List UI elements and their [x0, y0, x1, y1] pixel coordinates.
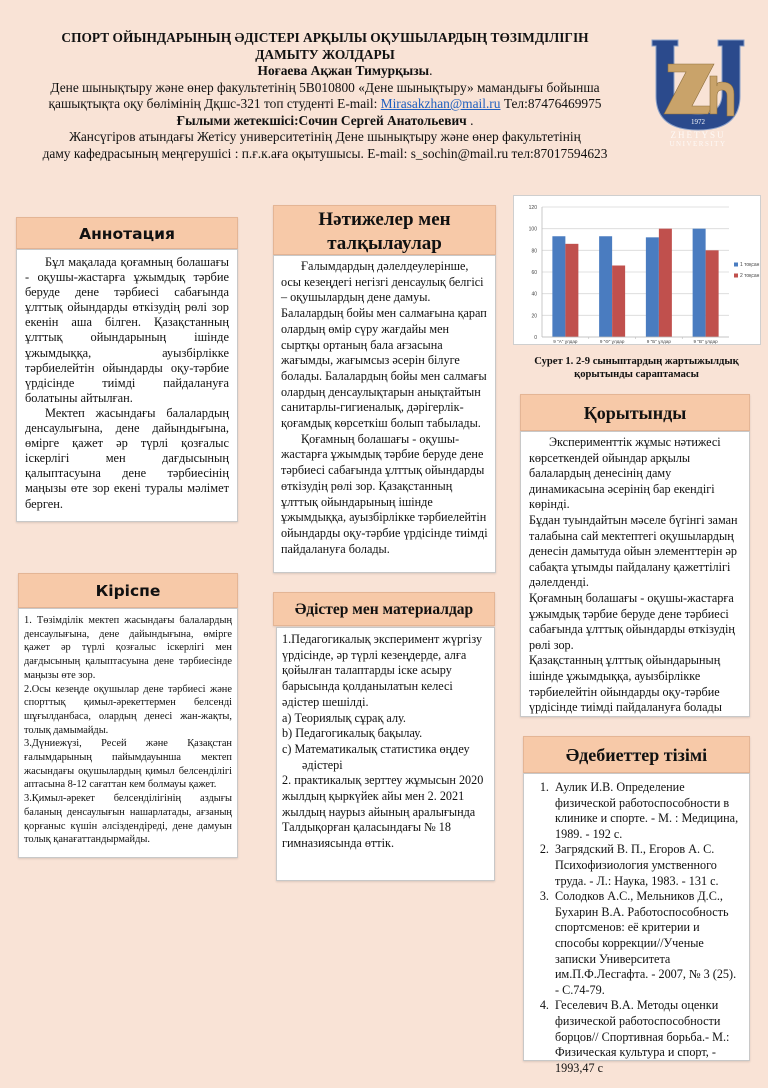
bar-1 [646, 237, 659, 337]
conclusion-paragraph: Бұдан туындайтын мәселе бүгінгі заман талабына сай мектептегі оқушылардың денесін дамытуда ойын элементтерін әр сабақта ұтымды пайдалану қажеттілігі дәлелденді. [529, 512, 738, 590]
supervisor-suffix: . [466, 112, 474, 128]
annotation-paragraph: Мектеп жасындағы балалардың денсаулығына, дене дайындығына, өмірге қажет әр түрлі қозғалыс іскерлігі мен дағдысының қалыптасуына дене тәрбиесінің маңызы өте зор екені туралы мәлімет берген. [25, 405, 229, 511]
supervisor-line-1: Жансүгіров атындағы Жетісу университетінің Дене шынықтыру және өнер факультетінің [69, 129, 581, 144]
introduction-item: 3.Қимыл-әрекет белсенділігінің аздығы баланың денсаулығын нашарлатады, ағзаның қорғаныс күшін әлсіздендіреді, дене дамуын толық қанағаттандырмайды. [24, 793, 232, 846]
y-tick-label: 0 [534, 335, 537, 341]
methods-title: Әдістер мен материалдар [294, 601, 474, 618]
conclusion-paragraph: Эксперименттік жұмыс нәтижесі көрсеткендей ойындар арқылы балалардың денесінің даму динамикасына әсерінің бар екендігі көрінді. [529, 435, 721, 512]
methods-subitem: a) Теориялық сұрақ алу. [282, 710, 406, 725]
conclusion-body [520, 431, 750, 717]
bar-2 [706, 250, 719, 337]
bar-2 [565, 244, 578, 337]
university-logo-icon [648, 36, 748, 146]
introduction-item: 1. Төзімділік мектеп жасындағы балалардың денсаулығына, дене дайындығына, өмірге қажет әр түрлі қозғалыс іскерлігі мен дағдысының қалыптасуына дене тәрбиесінде маңызы өте зор. [24, 615, 232, 681]
introduction-title: Кіріспе [95, 582, 161, 600]
author-name: Ноғаева Ақжан Тимурқызы [257, 63, 430, 78]
caption-line-1: Сурет 1. 2-9 сыныптардың жартыжылдық [534, 356, 739, 367]
conclusion-header [520, 394, 750, 431]
references-header [523, 736, 750, 773]
results-title-line-2: талқылаулар [327, 233, 442, 254]
reference-item: 2. Загрядский В. П., Егоров А. С. Психофизиология умственного труда. - Л.: Наука, 1983. - 131 с. [552, 842, 743, 889]
introduction-item: 3.Дүниежүзі, Ресей және Қазақстан ғалымдарының пайымдауынша мектеп жасындағы оқушылардың қимыл белсенділігі аптасына 8-12 сағаттан кем болмауы қажет. [24, 738, 232, 791]
results-title-line-1: Нәтижелер мен [318, 209, 451, 230]
supervisor-name: Ғылыми жетекшісі:Сочин Сергей Анатольевич [176, 112, 467, 128]
affiliation-line-2 [0, 96, 650, 113]
x-tick-label: 9 "В" ұлдар [693, 339, 718, 344]
legend-label: 2 тоқсан [740, 273, 760, 279]
y-tick-label: 120 [528, 205, 537, 211]
methods-body [276, 627, 495, 881]
bar-1 [552, 236, 565, 337]
y-tick-label: 60 [531, 270, 537, 276]
poster-header [0, 30, 650, 162]
annotation-title: Аннотация [79, 225, 175, 243]
annotation-body [16, 249, 238, 522]
reference-item: 3. Солодков А.С., Мельников Д.С., Бухарин В.А. Работоспособность спортсменов: её критерии и способы коррекции//Ученые записки Университета им.П.Ф.Лесгафта. - 2007, № 3 (25). - С.74-79. [552, 889, 743, 998]
annotation-header [16, 217, 238, 249]
reference-item: 4. Геселевич В.А. Методы оценки физической работоспособности борцов// Спортивная борьба.- М.: Физическая культура и спорт, - 1993,47 с [552, 998, 743, 1076]
methods-intro: 1.Педагогикалық эксперимент жүргізу үрдісінде, әр түрлі кезеңдерде, алға қойылған талаптарды іске асыру барысында қолданылатын келесі әдістер шешілді. [282, 632, 483, 709]
reference-item: 1. Аулик И.В. Определение физической работоспособности в клинике и спорте. - М. : Медицина, 1989. - 192 с. [552, 780, 743, 842]
author-suffix: . [429, 63, 433, 78]
introduction-body [18, 608, 238, 858]
author-phone: Тел:87476469975 [500, 96, 602, 111]
legend-label: 1 тоқсан [740, 262, 760, 268]
supervisor-line-2: даму кафедрасының меңгерушісі : п.ғ.к.аға оқытушысы. E-mail: s_sochin@mail.ru тел:87017594623 [42, 145, 608, 161]
bar-1 [693, 229, 706, 337]
bar-2 [612, 266, 625, 338]
conclusion-title: Қорытынды [583, 403, 687, 423]
references-list [530, 780, 743, 1076]
university-logo [648, 36, 748, 146]
methods-subitem: b) Педагогикалық бақылау. [282, 726, 423, 741]
results-paragraph: Ғалымдардың дәлелдеулерінше, осы кезеңдегі негізгі денсаулық белгісі – оқушылардың дене дамуы. Балалардың бойы мен салмағына қарап олардың өмір сүру жағдайы мен сыртқы ортаның бала ағзасына жағымды, жағымсыз әсерін білуге болады. Балалардың бойы мен салмағы олардың денсаулықтарын анықтайтын санитарлы-гигиеналық, дәрігерлік-қоғамдық көрсеткіш болып табылады. [281, 259, 487, 431]
x-tick-label: 9 "А" ұлдар [553, 339, 578, 344]
legend-swatch [734, 263, 738, 267]
bar-2 [659, 229, 672, 337]
legend-swatch [734, 274, 738, 278]
bar-chart-svg [514, 196, 760, 344]
references-body [523, 773, 750, 1075]
logo-name-line-2: UNIVERSITY [669, 140, 727, 146]
results-paragraph: Қоғамның болашағы - оқушы-жастарға ұжымдық тәрбие беруде дене тәрбиесі сабағында ұлттық ойындарды өткізудің рөлі зор. Қазақстанның ұлттық ойындарының ішінде ұжымдыққа, ауызбірлікке тәрбиелейтін ойындарды оқу-тәрбие үрдісінде тиімді пайдалануға болады. [281, 431, 488, 556]
bar-1 [599, 236, 612, 337]
logo-name-line-1: ZHETYSU [670, 130, 726, 140]
introduction-header [18, 573, 238, 608]
methods-sublist [282, 711, 489, 774]
results-header [273, 205, 496, 255]
conclusion-paragraph: Қоғамның болашағы - оқушы-жастарға ұжымдық тәрбие беруде дене тәрбиесі сабағында ұлттық ойындарды өткізудің рөлі зор. [529, 590, 735, 652]
title-line-1: СПОРТ ОЙЫНДАРЫНЫҢ ӘДІСТЕРІ АРҚЫЛЫ ОҚУШЫЛАРДЫҢ ТӨЗІМДІЛІГІН [61, 30, 589, 45]
chart-caption [505, 355, 768, 381]
introduction-item: 2.Осы кезеңде оқушылар дене тәрбиесі және спорттық қимыл-әрекеттермен белсенді шұғылданбаса, олардың денесі жан-жақты, толық дамымайды. [24, 683, 232, 736]
title-line-2: ДАМЫТУ ЖОЛДАРЫ [255, 46, 395, 62]
y-tick-label: 40 [531, 291, 537, 298]
y-tick-label: 100 [528, 226, 537, 233]
y-tick-label: 20 [531, 313, 537, 320]
author-email-link[interactable]: Mirasakzhan@mail.ru [380, 96, 501, 111]
logo-year: 1972 [691, 118, 705, 126]
conclusion-paragraph: Қазақстанның ұлттық ойындарының ішінде ұжымдыққа, ауызбірлікке тәрбиелейтін ойындарды оқу-тәрбие үрдісінде тиімді пайдалануға болады [529, 653, 722, 715]
x-tick-label: 9 "Б" ұлдар [646, 339, 671, 344]
results-body [273, 255, 496, 573]
caption-line-2: қорытынды сараптамасы [574, 369, 699, 380]
methods-header [273, 592, 495, 626]
annotation-paragraph: Бұл мақалада қоғамның болашағы - оқушы-жастарға ұжымдық тәрбие беруде дене тәрбиесі сабағында ұлттық ойындарды өткізудің рөлі зор екенін аша білген. Қазақстанның ұлттық ойындарының ішінде ұжымдыққа, ауызбірлікке тәрбиелейтін ойындарды оқу-тәрбие үрдісінде тиімді пайдалануға болатыны айтылған. [25, 255, 229, 405]
methods-subitem: c) Математикалық статистика өңдеу әдістері [282, 741, 470, 772]
y-tick-label: 80 [531, 248, 537, 255]
affiliation-prefix: қашықтықта оқу бөлімінің Дқшс-321 топ студенті E-mail: [48, 96, 381, 111]
affiliation-line-1: Дене шынықтыру және өнер факультетінің 5В010800 «Дене шынықтыру» мамандығы бойынша [50, 79, 600, 95]
poster-title [0, 30, 650, 63]
references-title: Әдебиеттер тізімі [565, 745, 708, 765]
x-tick-label: 9 "Ә" ұлдар [599, 339, 625, 344]
bar-chart [513, 195, 761, 345]
methods-outro: 2. практикалық зерттеу жұмысын 2020 жылдың қыркүйек айы мен 2. 2021 жылдың наурыз айының аралығында Талдықорған қаласындағы № 18 гимназиясында өттік. [282, 773, 484, 851]
